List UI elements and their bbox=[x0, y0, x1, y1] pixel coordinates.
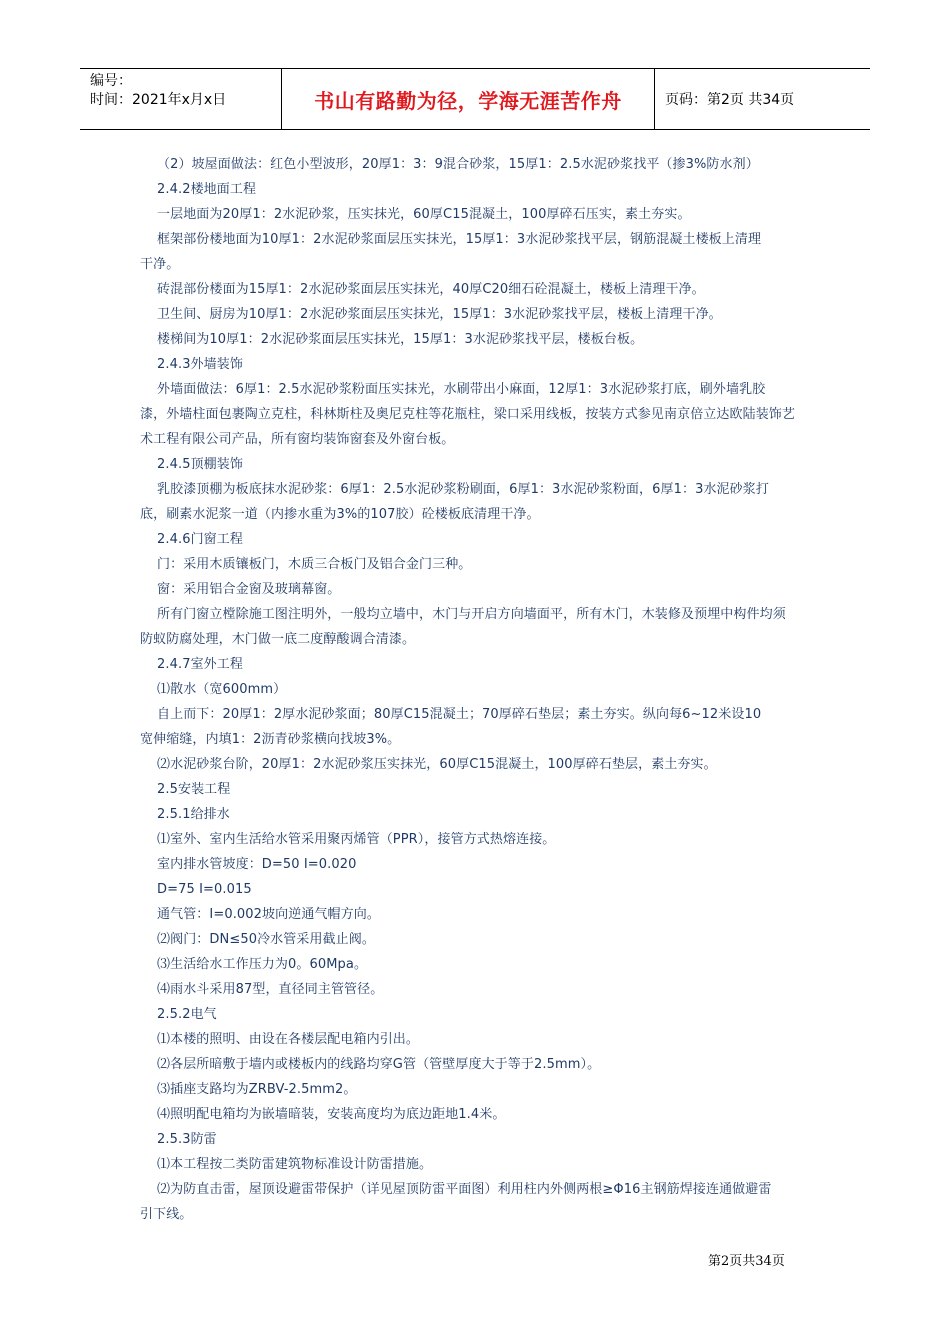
body-line: ⑶插座支路均为ZRBV-2.5mm2。 bbox=[157, 1082, 357, 1097]
body-line: ⑵各层所暗敷于墙内或楼板内的线路均穿G管（管壁厚度大于等于2.5mm）。 bbox=[157, 1057, 601, 1072]
page-header bbox=[80, 68, 870, 130]
header-motto: 书山有路勤为径，学海无涯苦作舟 bbox=[282, 69, 655, 129]
body-line: ⑵水泥砂浆台阶，20厚1：2水泥砂浆压实抹光，60厚C15混凝土，100厚碎石垫层，素土夯实。 bbox=[157, 757, 717, 772]
body-line: 框架部份楼地面为10厚1：2水泥砂浆面层压实抹光，15厚1：3水泥砂浆找平层，钢筋混凝土楼板上清理 bbox=[157, 232, 762, 247]
section-heading: 2.4.3外墙装饰 bbox=[157, 357, 243, 372]
body-line: 自上而下：20厚1：2厚水泥砂浆面；80厚C15混凝土；70厚碎石垫层；素土夯实。纵向每6~12米设10 bbox=[157, 707, 762, 722]
body-line: ⑵为防直击雷，屋顶设避雷带保护（详见屋顶防雷平面图）利用柱内外侧两根≥Φ16主钢筋焊接连通做避雷 bbox=[157, 1182, 772, 1197]
body-line: 砖混部份楼面为15厚1：2水泥砂浆面层压实抹光，40厚C20细石砼混凝土，楼板上清理干净。 bbox=[157, 282, 705, 297]
body-line: 乳胶漆顶棚为板底抹水泥砂浆：6厚1：2.5水泥砂浆粉刷面，6厚1：3水泥砂浆粉面，6厚1：3水泥砂浆打 bbox=[157, 482, 769, 497]
section-heading: 2.4.6门窗工程 bbox=[157, 532, 243, 547]
body-line: 窗：采用铝合金窗及玻璃幕窗。 bbox=[157, 582, 341, 597]
body-line: ⑵阀门：DN≤50冷水管采用截止阀。 bbox=[157, 932, 375, 947]
body-line: 宽伸缩缝，内填1：2沥青砂浆横向找坡3%。 bbox=[140, 732, 401, 747]
body-line: 防蚁防腐处理，木门做一底二度醇酸调合清漆。 bbox=[140, 632, 416, 647]
section-heading: 2.4.7室外工程 bbox=[157, 657, 243, 672]
body-line: ⑴本工程按二类防雷建筑物标准设计防雷措施。 bbox=[157, 1157, 433, 1172]
body-line: 外墙面做法：6厚1：2.5水泥砂浆粉面压实抹光，水刷带出小麻面，12厚1：3水泥砂浆打底，刷外墙乳胶 bbox=[157, 382, 766, 397]
body-line: ⑷雨水斗采用87型，直径同主管管径。 bbox=[157, 982, 384, 997]
document-number: 编号： bbox=[90, 73, 132, 89]
body-line: 门：采用木质镶板门，木质三合板门及铝合金门三种。 bbox=[157, 557, 472, 572]
body-line: D=75 I=0.015 bbox=[157, 882, 252, 897]
body-line: 引下线。 bbox=[140, 1207, 193, 1222]
body-line: ⑴室外、室内生活给水管采用聚丙烯管（PPR），接管方式热熔连接。 bbox=[157, 832, 556, 847]
body-line: ⑴本楼的照明、由设在各楼层配电箱内引出。 bbox=[157, 1032, 420, 1047]
body-line: 术工程有限公司产品，所有窗均装饰窗套及外窗台板。 bbox=[140, 432, 455, 447]
body-line: 楼梯间为10厚1：2水泥砂浆面层压实抹光，15厚1：3水泥砂浆找平层，楼板台板。 bbox=[157, 332, 644, 347]
section-heading: 2.4.5顶棚装饰 bbox=[157, 457, 243, 472]
body-line: 漆，外墙柱面包裹陶立克柱，科林斯柱及奥尼克柱等花瓶柱，梁口采用线板，按装方式参见南京倍立达欧陆装饰艺 bbox=[140, 407, 796, 422]
body-line: 室内排水管坡度：D=50 I=0.020 bbox=[157, 857, 357, 872]
body-line: 底，刷素水泥浆一道（内掺水重为3%的107胶）砼楼板底清理干净。 bbox=[140, 507, 540, 522]
section-heading: 2.5.1给排水 bbox=[157, 807, 230, 822]
page-footer: 第2页共34页 bbox=[708, 1254, 785, 1269]
body-line: ⑶生活给水工作压力为0。60Mpa。 bbox=[157, 957, 368, 972]
section-heading: 2.5.2电气 bbox=[157, 1007, 217, 1022]
body-line: ⑴散水（宽600mm） bbox=[157, 682, 287, 697]
section-heading: 2.5.3防雷 bbox=[157, 1132, 217, 1147]
body-line: 通气管：I=0.002坡向逆通气帽方向。 bbox=[157, 907, 380, 922]
body-line: 卫生间、厨房为10厚1：2水泥砂浆面层压实抹光，15厚1：3水泥砂浆找平层，楼板上清理干净。 bbox=[157, 307, 722, 322]
section-heading: 2.5安装工程 bbox=[157, 782, 231, 797]
header-info bbox=[80, 69, 282, 129]
body-line: 所有门窗立樘除施工图注明外，一般均立墙中，木门与开启方向墙面平，所有木门，木装修及预埋中构件均须 bbox=[157, 607, 786, 622]
body-line: 干净。 bbox=[140, 257, 180, 272]
section-heading: 2.4.2楼地面工程 bbox=[157, 182, 257, 197]
header-page-number: 页码：第2页 共34页 bbox=[665, 92, 795, 108]
document-date: 时间：2021年x月x日 bbox=[90, 92, 227, 108]
body-line: ⑷照明配电箱均为嵌墙暗装，安装高度均为底边距地1.4米。 bbox=[157, 1107, 506, 1122]
body-line: （2）坡屋面做法：红色小型波形，20厚1：3：9混合砂浆，15厚1：2.5水泥砂浆找平（掺3%防水剂） bbox=[157, 157, 759, 172]
body-line: 一层地面为20厚1：2水泥砂浆，压实抹光，60厚C15混凝土，100厚碎石压实，素土夯实。 bbox=[157, 207, 691, 222]
document-body bbox=[140, 152, 827, 1227]
